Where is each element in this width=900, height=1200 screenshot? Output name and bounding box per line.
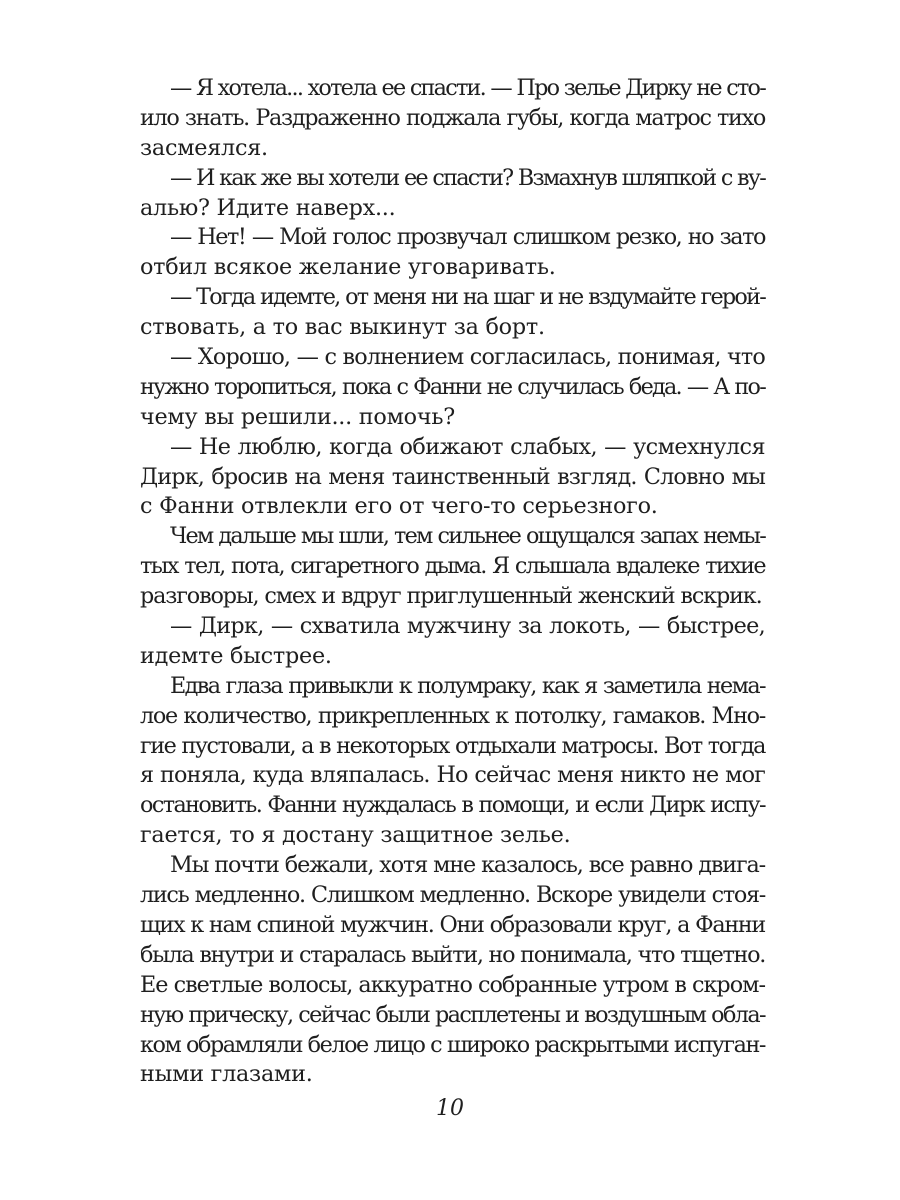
page-number: 10: [436, 1096, 464, 1121]
text-line: засмеялся.: [140, 134, 268, 161]
body-text: [140, 74, 765, 1090]
text-line: Дирк, бросив на меня таинственный взгляд. Словно мы: [140, 463, 765, 490]
text-line: — Хорошо, — с волнением согласилась, понимая, что: [170, 344, 765, 371]
text-line: алью? Идите наверх...: [140, 194, 396, 221]
text-line: остановить. Фанни нуждалась в помощи, и если Дирк испу-: [140, 792, 765, 819]
text-line: — И как же вы хотели ее спасти? Взмахнув шляпкой с ву-: [170, 164, 765, 191]
text-line: — Тогда идемте, от меня ни на шаг и не вздумайте герой-: [170, 284, 765, 311]
text-line: нужно торопиться, пока с Фанни не случилась беда. — А по-: [140, 373, 765, 400]
text-line: ную прическу, сейчас были расплетены и воздушным обла-: [140, 1001, 765, 1028]
text-line: щих к нам спиной мужчин. Они образовали круг, а Фанни: [140, 911, 765, 938]
text-line: — Нет! — Мой голос прозвучал слишком резко, но зато: [170, 224, 765, 251]
text-line: разговоры, смех и вдруг приглушенный женский вскрик.: [140, 583, 762, 610]
text-line: была внутри и старалась выйти, но понимала, что тщетно.: [140, 941, 765, 968]
text-line: чему вы решили... помочь?: [140, 403, 455, 430]
text-line: ком обрамляли белое лицо с широко раскрытыми испуган-: [140, 1031, 765, 1058]
text-line: лое количество, прикрепленных к потолку, гамаков. Мно-: [140, 702, 765, 729]
text-line: я поняла, куда вляпалась. Но сейчас меня никто не мог: [140, 762, 765, 789]
text-line: Мы почти бежали, хотя мне казалось, все равно двига-: [170, 852, 765, 879]
text-line: — Дирк, — схватила мужчину за локоть, — быстрее,: [170, 613, 765, 640]
text-line: ствовать, а то вас выкинут за борт.: [140, 314, 545, 341]
text-line: с Фанни отвлекли его от чего-то серьезного.: [140, 493, 658, 520]
text-line: Ее светлые волосы, аккуратно собранные утром в скром-: [140, 971, 765, 998]
text-line: Едва глаза привыкли к полумраку, как я заметила нема-: [170, 672, 765, 699]
text-line: отбил всякое желание уговаривать.: [140, 254, 556, 281]
text-line: ило знать. Раздраженно поджала губы, когда матрос тихо: [140, 104, 765, 131]
text-line: — Я хотела... хотела ее спасти. — Про зелье Дирку не сто-: [170, 75, 765, 101]
text-line: ными глазами.: [140, 1061, 313, 1088]
text-line: гается, то я достану защитное зелье.: [140, 822, 571, 849]
text-line: тых тел, пота, сигаретного дыма. Я слышала вдалеке тихие: [140, 553, 765, 580]
text-line: идемте быстрее.: [140, 642, 332, 669]
text-line: Чем дальше мы шли, тем сильнее ощущался запах немы-: [170, 523, 765, 550]
text-line: — Не люблю, когда обижают слабых, — усмехнулся: [170, 433, 765, 460]
text-line: лись медленно. Слишком медленно. Вскоре увидели стоя-: [140, 882, 765, 909]
text-line: гие пустовали, а в некоторых отдыхали матросы. Вот тогда: [140, 732, 765, 759]
